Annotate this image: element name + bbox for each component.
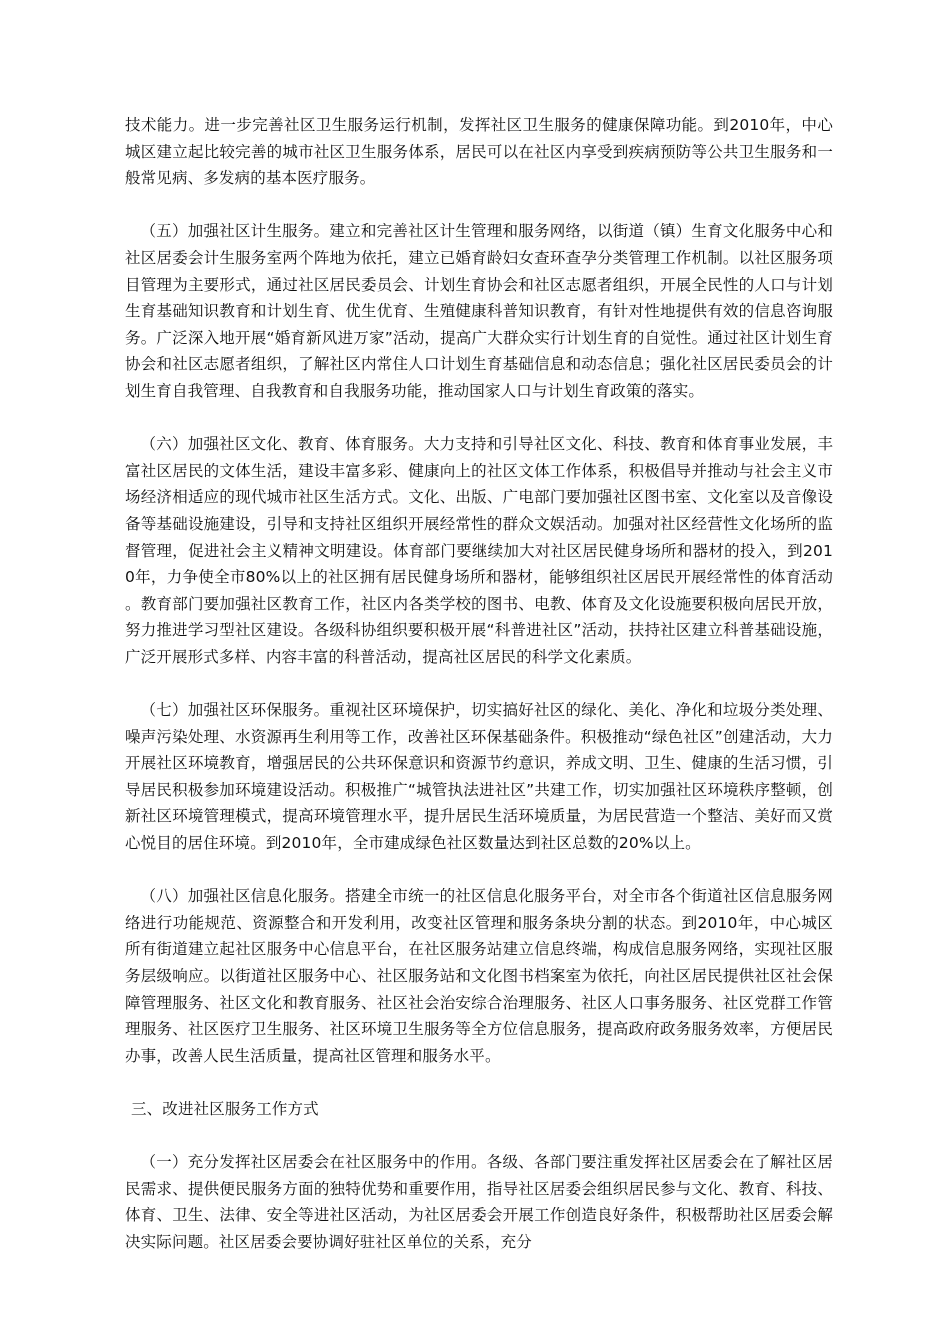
document-body — [125, 112, 833, 1282]
paragraph-residents-committee: （一）充分发挥社区居委会在社区服务中的作用。各级、各部门要注重发挥社区居委会在了解社区居民需求、提供便民服务方面的独特优势和重要作用，指导社区居委会组织居民参与文化、教育、科技、体育、卫生、法律、安全等进社区活动，为社区居委会开展工作创造良好条件，积极帮助社区居委会解决实际问题。社区居委会要协调好驻社区单位的关系，充分 — [125, 1153, 833, 1251]
paragraph-culture-education-sports: （六）加强社区文化、教育、体育服务。大力支持和引导社区文化、科技、教育和体育事业发展，丰富社区居民的文体生活，建设丰富多彩、健康向上的社区文体工作体系，积极倡导并推动与社会主义市场经济相适应的现代城市社区生活方式。文化、出版、广电部门要加强社区图书室、文化室以及音像设备等基础设施建设，引导和支持社区组织开展经常性的群众文娱活动。加强对社区经营性文化场所的监督管理，促进社会主义精神文明建设。体育部门要继续加大对社区居民健身场所和器材的投入，到2010年，力争使全市80%以上的社区拥有居民健身场所和器材，能够组织社区居民开展经常性的体育活动。教育部门要加强社区教育工作，社区内各类学校的图书、电教、体育及文化设施要积极向居民开放，努力推进学习型社区建设。各级科协组织要积极开展“科普进社区”活动，扶持社区建立科普基础设施，广泛开展形式多样、内容丰富的科普活动，提高社区居民的科学文化素质。 — [125, 435, 833, 666]
paragraph-environmental-protection: （七）加强社区环保服务。重视社区环境保护，切实搞好社区的绿化、美化、净化和垃圾分类处理、噪声污染处理、水资源再生利用等工作，改善社区环保基础条件。积极推动“绿色社区”创建活动，大力开展社区环境教育，增强居民的公共环保意识和资源节约意识，养成文明、卫生、健康的生活习惯，引导居民积极参加环境建设活动。积极推广“城管执法进社区”共建工作，切实加强社区环境秩序整顿，创新社区环境管理模式，提高环境管理水平，提升居民生活环境质量，为居民营造一个整洁、美好而又赏心悦目的居住环境。到2010年，全市建成绿色社区数量达到社区总数的20%以上。 — [125, 701, 833, 853]
paragraph-informatization: （八）加强社区信息化服务。搭建全市统一的社区信息化服务平台，对全市各个街道社区信息服务网络进行功能规范、资源整合和开发利用，改变社区管理和服务条块分割的状态。到2010年，中心城区所有街道建立起社区服务中心信息平台，在社区服务站建立信息终端，构成信息服务网络，实现社区服务层级响应。以街道社区服务中心、社区服务站和文化图书档案室为依托，向社区居民提供社区社会保障管理服务、社区文化和教育服务、社区社会治安综合治理服务、社区人口事务服务、社区党群工作管理服务、社区医疗卫生服务、社区环境卫生服务等全方位信息服务，提高政府政务服务效率，方便居民办事，改善人民生活质量，提高社区管理和服务水平。 — [125, 887, 833, 1065]
paragraph-family-planning: （五）加强社区计生服务。建立和完善社区计生管理和服务网络，以街道（镇）生育文化服务中心和社区居委会计生服务室两个阵地为依托，建立已婚育龄妇女查环查孕分类管理工作机制。以社区服务项目管理为主要形式，通过社区居民委员会、计划生育协会和社区志愿者组织，开展全民性的人口与计划生育基础知识教育和计划生育、优生优育、生殖健康科普知识教育，有针对性地提供有效的信息咨询服务。广泛深入地开展“婚育新风进万家”活动，提高广大群众实行计划生育的自觉性。通过社区计划生育协会和社区志愿者组织，了解社区内常住人口计划生育基础信息和动态信息；强化社区居民委员会的计划生育自我管理、自我教育和自我服务功能，推动国家人口与计划生育政策的落实。 — [125, 222, 833, 400]
section-heading: 三、改进社区服务工作方式 — [131, 1099, 319, 1118]
paragraph-health-services-continued: 技术能力。进一步完善社区卫生服务运行机制，发挥社区卫生服务的健康保障功能。到2010年，中心城区建立起比较完善的城市社区卫生服务体系，居民可以在社区内享受到疾病预防等公共卫生服务和一般常见病、多发病的基本医疗服务。 — [125, 116, 833, 188]
